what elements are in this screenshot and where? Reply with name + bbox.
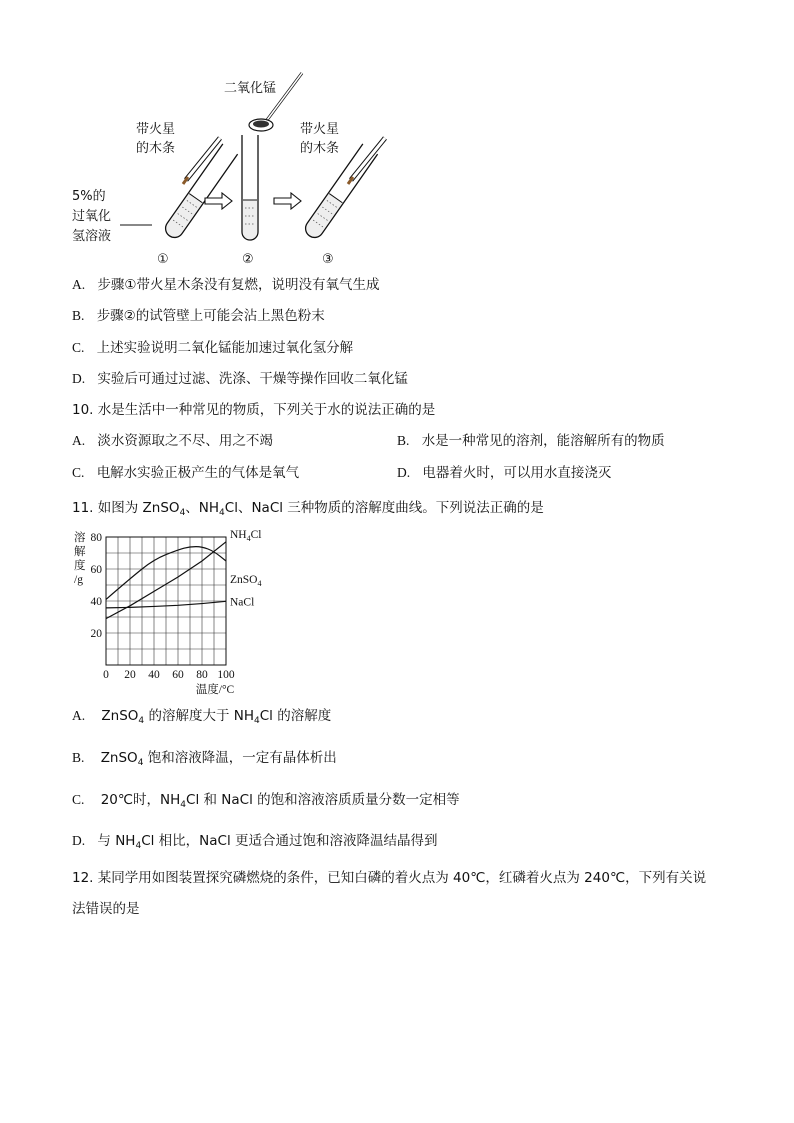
q10-option-b <box>397 432 665 450</box>
option-label: C. <box>72 792 85 807</box>
series-label-nh4cl: $NH_4Cl$ <box>230 528 262 543</box>
y-axis-label-char: /g <box>74 574 83 586</box>
label-stick-left-line1: 带火星 <box>136 122 176 137</box>
option-text: 的溶解度大于 NH <box>144 708 254 724</box>
option-text: Cl 的溶解度 <box>259 708 332 724</box>
label-stick-right-line2: 的木条 <box>300 141 340 156</box>
subscript: 4 <box>138 716 145 726</box>
q11-option-b <box>72 749 337 772</box>
series-label-znso4: ZnSO$_4$ <box>230 574 262 588</box>
q9-option-a <box>72 276 380 294</box>
option-text: 饱和溶液降温，一定有晶体析出 <box>143 750 337 766</box>
subscript: 4 <box>180 800 187 810</box>
arrow-2 <box>274 193 301 209</box>
option-text: 实验后可通过过滤、洗涤、干燥等操作回收二氧化锰 <box>97 371 408 387</box>
label-solution-line2: 过氧化 <box>72 209 112 224</box>
option-text: 上述实验说明二氧化锰能加速过氧化氢分解 <box>96 340 354 356</box>
test-tube-2 <box>242 135 258 240</box>
option-label: C. <box>72 340 85 355</box>
test-tube-1 <box>162 144 238 241</box>
option-text: 淡水资源取之不尽、用之不竭 <box>97 433 273 449</box>
q11-option-c <box>72 791 460 814</box>
option-label: B. <box>72 750 85 765</box>
stem-part: 、NH <box>185 500 220 516</box>
option-label: D. <box>72 371 86 386</box>
option-label: B. <box>72 308 85 323</box>
wooden-stick-3 <box>348 138 385 184</box>
step-2-marker: ② <box>242 252 254 267</box>
q11-stem <box>72 499 544 522</box>
y-tick-label: 60 <box>90 564 102 576</box>
y-tick-label: 40 <box>90 596 102 608</box>
label-stick-right-line1: 带火星 <box>300 122 340 137</box>
solubility-chart <box>70 525 300 695</box>
x-tick-label: 0 <box>103 669 109 681</box>
subscript: 4 <box>179 508 186 518</box>
option-label: D. <box>72 833 86 848</box>
option-text: Cl 和 NaCl 的饱和溶液溶质质量分数一定相等 <box>186 792 460 808</box>
option-label: A. <box>72 277 86 292</box>
experiment-figure <box>60 60 400 275</box>
label-solution-line3: 氢溶液 <box>72 229 112 244</box>
x-tick-label: 60 <box>172 669 184 681</box>
y-axis-label-char: 溶 <box>74 532 86 544</box>
subscript: 4 <box>135 841 142 851</box>
option-label: A. <box>72 708 86 723</box>
option-text: 电解水实验正极产生的气体是氧气 <box>96 465 300 481</box>
stem-part: Cl、NaCl 三种物质的溶解度曲线。下列说法正确的是 <box>224 500 544 516</box>
subscript: 4 <box>254 716 260 726</box>
y-tick-label: 80 <box>90 532 102 544</box>
option-text: 电器着火时，可以用水直接浇灭 <box>422 465 612 481</box>
x-tick-label: 20 <box>124 669 136 681</box>
option-label: C. <box>72 465 85 480</box>
series-label-nacl: NaCl <box>230 596 255 609</box>
option-text: ZnSO <box>101 708 139 724</box>
q12-stem-line1: 12. 某同学用如图装置探究磷燃烧的条件，已知白磷的着火点为 40℃，红磷着火点为 240℃，下列有关说 <box>72 870 707 886</box>
option-text: Cl 相比，NaCl 更适合通过饱和溶液降温结晶得到 <box>141 833 438 849</box>
option-label: B. <box>397 433 410 448</box>
x-tick-label: 40 <box>148 669 160 681</box>
label-stick-left-line2: 的木条 <box>136 141 176 156</box>
wooden-stick-1 <box>183 138 220 184</box>
step-3-marker: ③ <box>322 252 334 267</box>
q10-option-a <box>72 432 273 450</box>
q9-option-c <box>72 339 353 357</box>
q11-option-d <box>72 832 438 855</box>
option-label: D. <box>397 465 411 480</box>
option-text: 水是一种常见的溶剂，能溶解所有的物质 <box>421 433 665 449</box>
q11-option-a <box>72 707 331 730</box>
subscript: 4 <box>137 758 144 768</box>
q10-option-c <box>72 464 299 482</box>
option-text: 步骤②的试管壁上可能会沾上黑色粉末 <box>96 308 325 324</box>
option-text: 与 NH <box>97 833 136 849</box>
y-axis-label-char: 度 <box>74 560 86 572</box>
option-text: 20℃时，NH <box>100 792 181 808</box>
option-text: ZnSO <box>100 750 138 766</box>
subscript: 4 <box>219 508 225 518</box>
step-1-marker: ① <box>157 252 169 267</box>
label-mno2: 二氧化锰 <box>224 81 277 96</box>
option-label: A. <box>72 433 86 448</box>
q9-option-d <box>72 370 408 388</box>
stem-part: 11. 如图为 ZnSO <box>72 500 180 516</box>
x-tick-label: 80 <box>196 669 208 681</box>
y-tick-label: 20 <box>90 628 102 640</box>
q9-option-b <box>72 307 325 325</box>
y-axis-label-char: 解 <box>74 546 86 558</box>
option-text: 步骤①带火星木条没有复燃，说明没有氧气生成 <box>97 277 380 293</box>
q12-stem-line2: 法错误的是 <box>72 901 140 917</box>
x-tick-label: 100 <box>217 669 235 681</box>
q10-stem: 10. 水是生活中一种常见的物质，下列关于水的说法正确的是 <box>72 402 436 418</box>
q10-option-d <box>397 464 611 482</box>
label-solution-line1: 5%的 <box>72 189 106 204</box>
x-axis-label: 温度/°C <box>195 684 235 695</box>
